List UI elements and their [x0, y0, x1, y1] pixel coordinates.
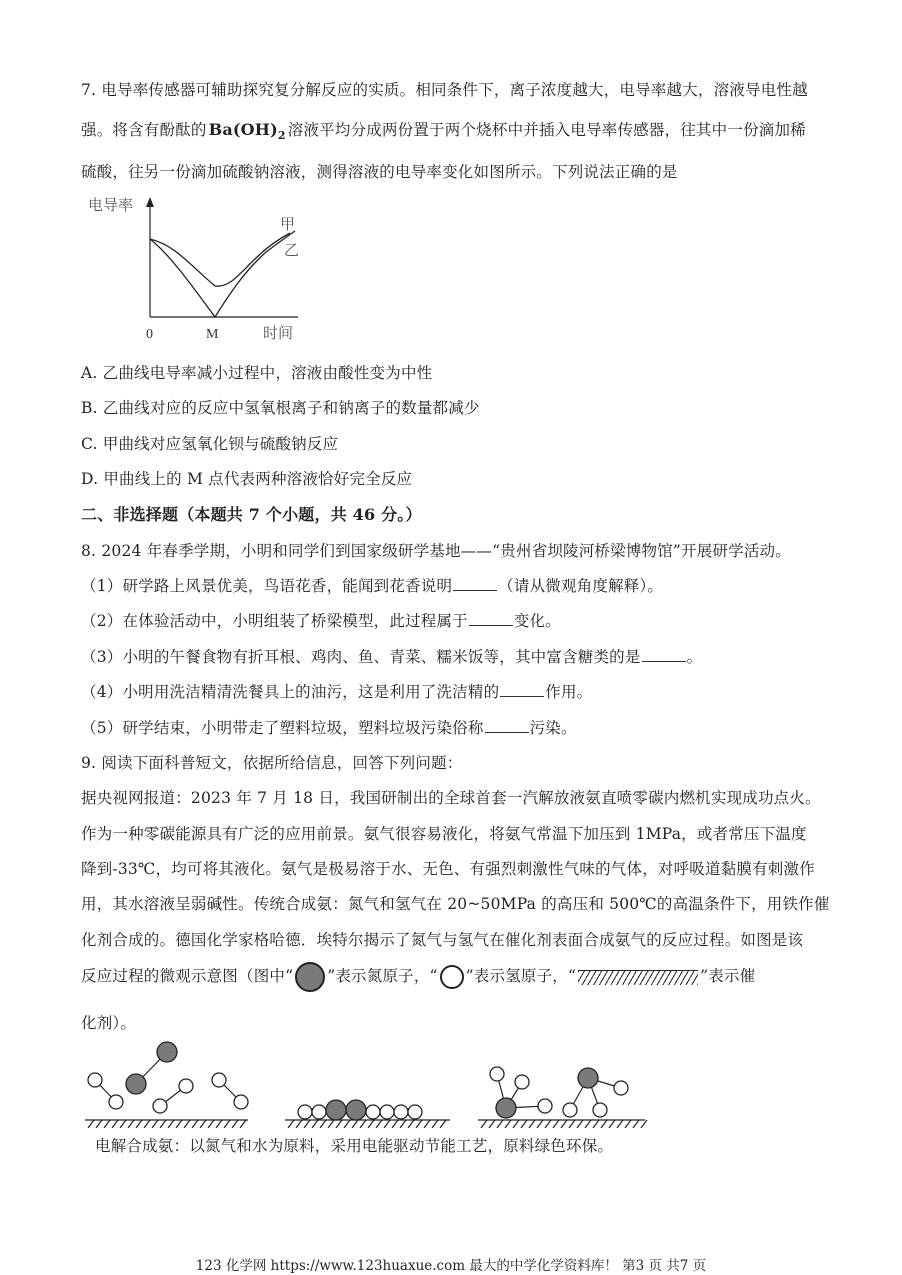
- q7-line-1: 7. 电导率传感器可辅助探究复分解反应的实质。相同条件下，离子浓度越大，电导率越大，溶液导电性越: [81, 81, 808, 99]
- graph-mark-m: M: [206, 327, 219, 342]
- q7-line-2: [81, 118, 806, 142]
- q9-line-1: 据央视网报道：2023 年 7 月 18 日，我国研制出的全球首套一汽解放液氨直喷零碳内燃机实现成功点火。: [81, 789, 821, 807]
- q9-line-6: 反应过程的微观示意图（图中“ ”表示氮原子，“ ”表示氢原子，“ ”表示催: [81, 962, 755, 992]
- q8-part-4: （4）小明用洗洁精清洗餐具上的油污，这是利用了洗洁精的 作用。: [81, 683, 593, 701]
- answer-blank[interactable]: [485, 719, 529, 733]
- curve-label-jia: 甲: [280, 217, 296, 233]
- q9-intro: 9. 阅读下面科普短文，依据所给信息，回答下列问题：: [81, 754, 463, 772]
- option-c: C. 甲曲线对应氢氧化钡与硫酸钠反应: [81, 435, 339, 453]
- q8-part-2: （2）在体验活动中，小明组装了桥梁模型，此过程属于 变化。: [81, 612, 561, 630]
- answer-blank[interactable]: [453, 577, 497, 591]
- q9-line-7: 化剂）。: [81, 1014, 137, 1032]
- conductivity-graph: [80, 193, 320, 343]
- q7-line-3: 硫酸，往另一份滴加硫酸钠溶液，测得溶液的电导率变化如图所示。下列说法正确的是: [81, 163, 678, 181]
- curve-label-yi: 乙: [284, 243, 300, 259]
- q9-line-5: 化剂合成的。德国化学家格哈德．埃特尔揭示了氮气与氢气在催化剂表面合成氨气的反应过程。如图是该: [81, 931, 804, 949]
- q9-line-4: 用，其水溶液呈弱碱性。传统合成氨：氮气和氢气在 20~50MPa 的高压和 500℃的高温条件下，用铁作催: [81, 895, 830, 913]
- graph-origin: 0: [146, 327, 153, 342]
- q7-line-2-post: 溶液平均分成两份置于两个烧杯中并插入电导率传感器，往其中一份滴加稀: [287, 121, 806, 139]
- q8-part-1: （1）研学路上风景优美，鸟语花香，能闻到花香说明 （请从微观角度解释）。: [81, 577, 664, 595]
- q9-line-2: 作为一种零碳能源具有广泛的应用前景。氨气很容易液化，将氨气常温下加压到 1MPa，或者常压下温度: [81, 825, 807, 843]
- answer-blank[interactable]: [642, 648, 686, 662]
- catalyst-surface-icon: [578, 970, 698, 985]
- answer-blank[interactable]: [469, 612, 513, 626]
- q8-part-5: （5）研学结束，小明带走了塑料垃圾，塑料垃圾污染俗称 污染。: [81, 719, 577, 737]
- graph-ylabel: 电导率: [88, 198, 134, 214]
- q7-line-2-pre: 强。将含有酚酞的: [81, 121, 207, 139]
- hatching-1: [88, 1120, 246, 1128]
- hatching-2: [288, 1120, 446, 1128]
- hatching-3: [481, 1120, 647, 1128]
- q8-part-3: （3）小明的午餐食物有折耳根、鸡肉、鱼、青菜、糯米饭等，其中富含糖类的是 。: [81, 648, 703, 666]
- section-2-heading: 二、非选择题（本题共 7 个小题，共 46 分。）: [81, 505, 422, 524]
- nitrogen-atom-icon: [295, 962, 325, 992]
- option-b: B. 乙曲线对应的反应中氢氧根离子和钠离子的数量都减少: [81, 399, 480, 417]
- option-a: A. 乙曲线电导率减小过程中，溶液由酸性变为中性: [81, 364, 433, 382]
- answer-blank[interactable]: [500, 683, 544, 697]
- barium-hydroxide-formula: $Ba(OH)_2$: [208, 120, 286, 143]
- q8-intro: 8. 2024 年春季学期，小明和同学们到国家级研学基地——“贵州省坝陵河桥梁博物馆”开展研学活动。: [81, 542, 791, 560]
- option-d: D. 甲曲线上的 M 点代表两种溶液恰好完全反应: [81, 470, 413, 488]
- reaction-micro-diagram: [80, 1038, 660, 1128]
- hydrogen-atom-icon: [440, 965, 464, 989]
- q9-line-3: 降到-33℃，均可将其液化。氨气是极易溶于水、无色、有强烈刺激性气味的气体，对呼吸道黏膜有刺激作: [81, 860, 815, 878]
- page-footer: 123 化学网 https://www.123huaxue.com 最大的中学化学资料库！ 第3 页 共7 页: [195, 1258, 707, 1274]
- graph-xlabel: 时间: [263, 326, 294, 342]
- q9-line-8: 电解合成氨：以氮气和水为原料，采用电能驱动节能工艺，原料绿色环保。: [95, 1137, 614, 1155]
